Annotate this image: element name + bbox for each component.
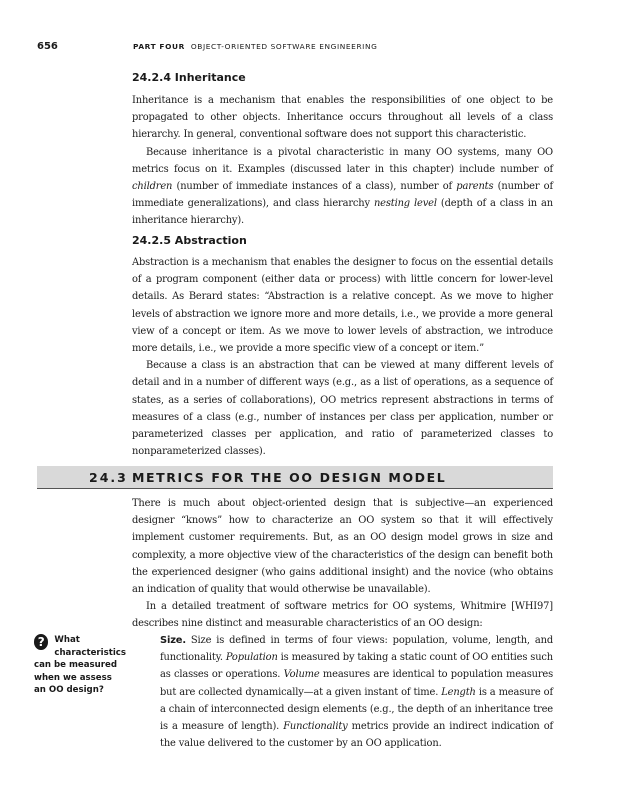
inheritance-paragraph-1: Inheritance is a mechanism that enables the responsibilities of one object to be propagated to other objects. Inheritance occurs throughout all levels of a class hierarchy. In general, conventional software does not support this characteristic. [132,95,553,141]
heading-abstraction: 24.2.5 Abstraction [132,234,247,247]
abstraction-paragraph-1: Abstraction is a mechanism that enables the designer to focus on the essential details of a program component (either data or process) with little concern for lower-level details. As Berard states: “Abstraction is a relative concept. As we move to higher levels of abstraction we ignore more and more details, i.e., we provide a more general view of a concept or item. As we move to lower levels of abstraction, we introduce more details, i.e., we provide a more specific view of a concept or item.” [132,257,553,355]
question-mark-icon: ? [34,634,48,650]
metrics-section [132,495,553,633]
section-number: 24.3 [89,470,128,485]
size-term: Size. [160,635,186,646]
margin-note: ? What characteristics can be measured when we assess an OO design? [34,635,126,696]
inheritance-paragraph-2: Because inheritance is a pivotal characteristic in many OO systems, many OO metrics focus on it. Examples (discussed later in this chapter) include number of children (number of immediate instances of a class), number of parents (number of immediate generalizations), and class hierarchy nesting level (depth of a class in an inheritance hierarchy). [132,146,553,227]
running-header [37,41,597,55]
section-heading-bar [37,466,553,489]
heading-inheritance: 24.2.4 Inheritance [132,71,246,84]
part-title: OBJECT-ORIENTED SOFTWARE ENGINEERING [190,42,378,51]
section-title: METRICS FOR THE OO DESIGN MODEL [132,470,447,485]
metrics-paragraph-1: There is much about object-oriented design that is subjective—an experienced designer “knows” how to characterize an OO system so that it will effectively implement customer requirements. But, as an OO design model grows in size and complexity, a more objective view of the characteristics of the design can benefit both the experienced designer (who gains additional insight) and the novice (who obtains an indication of quality that would otherwise be unavailable). [132,498,553,596]
size-paragraph: Size. Size is defined in terms of four views: population, volume, length, and functionality. Population is measured by taking a static count of OO entities such as classes or operations. Volume measures are identical to population measures but are collected dynamically—at a given instant of time. Length is a measure of a chain of interconnected design elements (e.g., the depth of an inheritance tree is a measure of length). Functionality metrics provide an indirect indication of the value delivered to the customer by an OO application. [160,635,554,750]
inheritance-section [132,92,553,230]
page-number: 656 [37,41,58,52]
metrics-paragraph-2: In a detailed treatment of software metrics for OO systems, Whitmire [WHI97] describes nine distinct and measurable characteristics of an OO design: [132,601,553,630]
part-label: PART FOUR [133,42,185,51]
abstraction-paragraph-2: Because a class is an abstraction that can be viewed at many different levels of detail and in a number of different ways (e.g., as a list of operations, as a sequence of states, as a series of collaborations), OO metrics represent abstractions in terms of measures of a class (e.g., number of instances per class per application, number or parameterized classes per application, and ratio of parameterized classes to nonparameterized classes). [132,360,553,458]
abstraction-section [132,254,553,460]
running-title [133,42,377,51]
size-item [160,632,553,752]
